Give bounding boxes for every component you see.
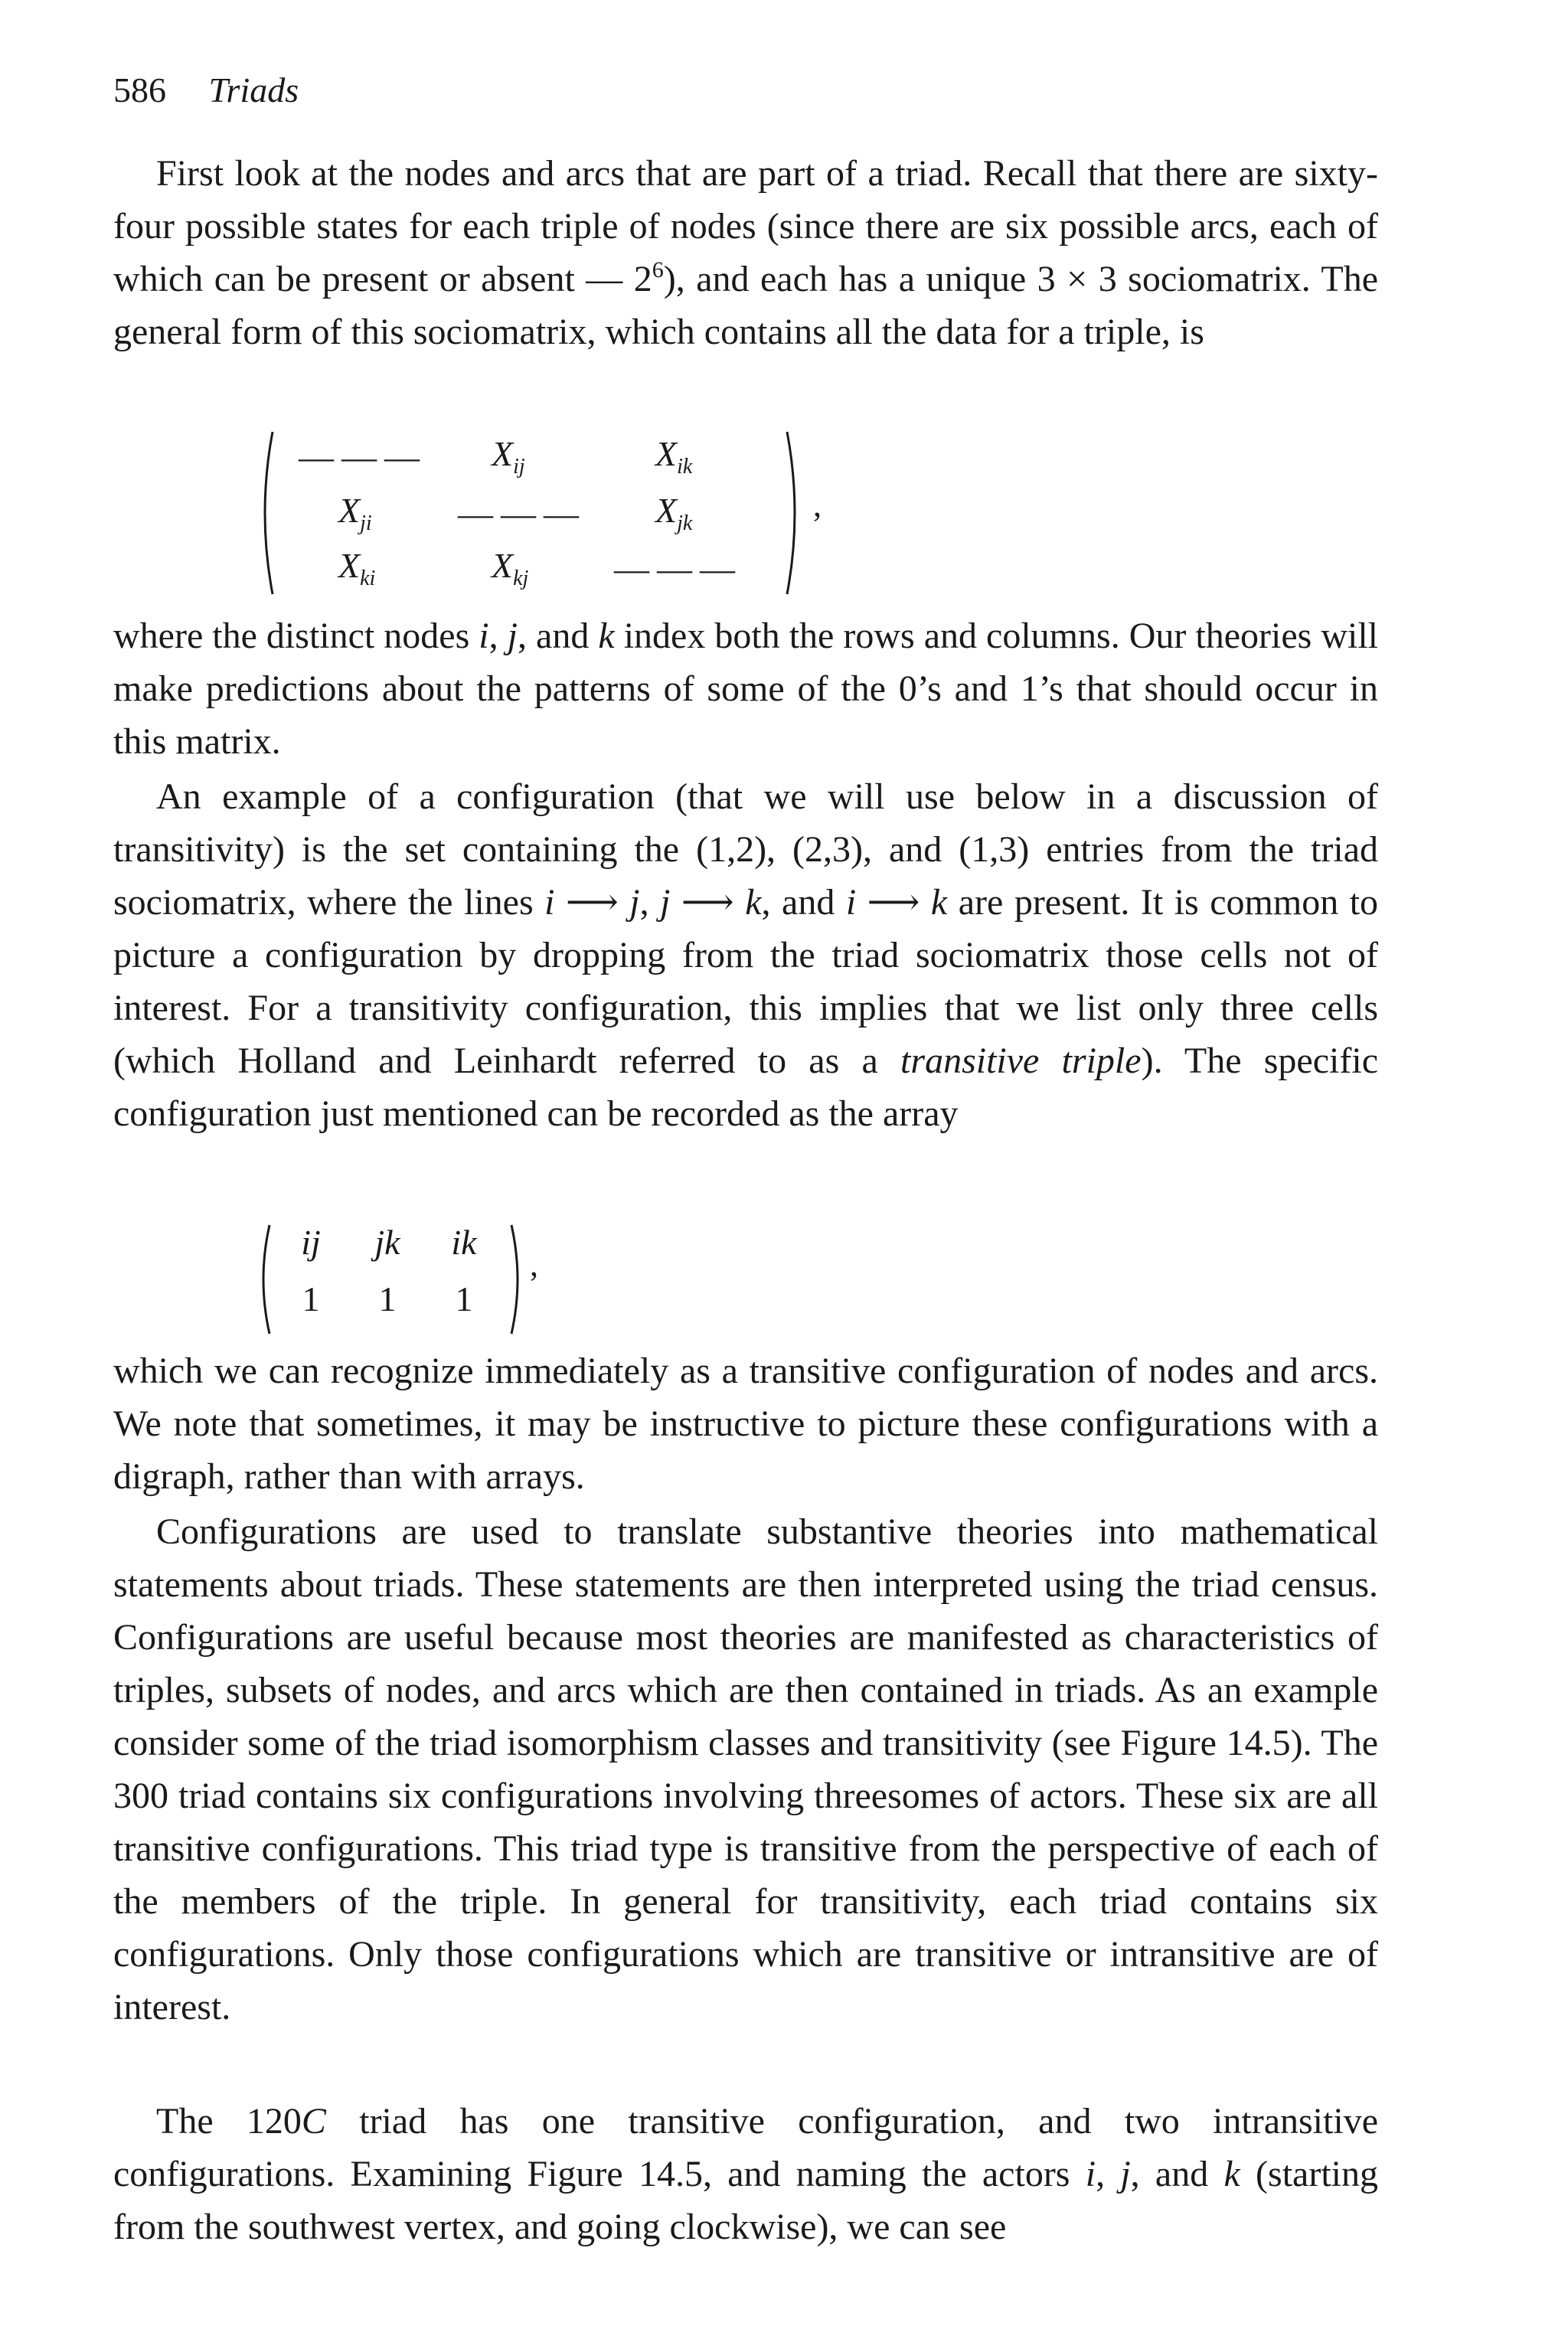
para2-node-j: j — [507, 616, 518, 656]
para1-text-a: First look at the nodes and arcs that are part of a triad. Recall that there are sixty-four possible states for each triple of nodes (since there are six possible arcs, each of which can be present or absent — 2 — [113, 153, 1378, 299]
paragraph-6: The 120C triad has one transitive configuration, and two intransitive configurations. Examining Figure 14.5, and naming the actors i, j, and k (starting from the southwest vertex, and going clockwise), we can see — [113, 2101, 1379, 2247]
matrix-trailing-comma: , — [813, 486, 822, 524]
paragraph-3: An example of a configuration (that we will use below in a discussion of transitivity) is the set containing the (1,2), (2,3), and (1,3) entries from the triad sociomatrix, where the lines i ⟶ j, j ⟶ k, and i ⟶ k are present. It is common to picture a configuration by dropping from the triad sociomatrix those cells not of interest. For a transitivity configuration, this implies that we list only three cells (which Holland and Leinhardt referred to as a transitive triple). The specific configuration just mentioned can be recorded as the array — [113, 776, 1379, 1134]
arc-j-to-k: j ⟶ k — [660, 882, 762, 923]
matrix-cell-1-2: $X_{ij}$ — [492, 434, 525, 479]
matrix-cell-2-1: $X_{ji}$ — [338, 491, 372, 535]
para3-text-b: are present. It is common to picture a configuration by dropping from the triad sociomatrix those cells not of interest. For a transitivity configuration, this implies that we list only three cells (which Holland and Leinhardt referred to as a — [113, 882, 1379, 1081]
array-bottom-3: 1 — [455, 1279, 473, 1318]
matrix-diagonal-2: ——— — [458, 494, 586, 533]
para6-text-b: triad has one transitive configuration, and two intransitive configurations. Examining Figure 14.5, and naming the actors — [113, 2101, 1378, 2194]
para6-text-d: (starting from the southwest vertex, and going clockwise), we can see — [113, 2154, 1379, 2247]
para6-actor-k: k — [1223, 2154, 1240, 2194]
para6-actor-j: j — [1120, 2154, 1131, 2194]
term-transitive-triple: transitive triple — [900, 1041, 1142, 1081]
sociomatrix-display — [254, 429, 836, 597]
running-header — [113, 67, 299, 113]
arc-i-to-k: i ⟶ k — [845, 882, 948, 923]
matrix-diagonal-1: ——— — [299, 437, 427, 476]
para6-text-a: The 120 — [156, 2101, 302, 2142]
running-title: Triads — [208, 70, 299, 109]
para2-node-i: i — [479, 616, 489, 656]
page-number: 586 — [113, 70, 166, 109]
array-trailing-comma: , — [530, 1246, 538, 1283]
array-top-1: ij — [301, 1223, 321, 1262]
array-bottom-2: 1 — [378, 1279, 397, 1318]
array-bottom-1: 1 — [302, 1279, 320, 1318]
array-top-3: ik — [451, 1223, 477, 1262]
matrix-cell-3-2: $X_{kj}$ — [492, 546, 529, 590]
matrix-diagonal-3: ——— — [614, 549, 743, 588]
matrix-cell-2-3: $X_{jk}$ — [655, 491, 693, 535]
para2-text-a: where the distinct nodes — [113, 616, 479, 656]
paragraph-2: where the distinct nodes i, j, and k index both the rows and columns. Our theories will make predictions about the patterns of some of the 0’s and 1’s that should occur in this matrix. — [113, 616, 1379, 762]
para2-node-k: k — [598, 616, 615, 656]
para6-actor-i: i — [1085, 2154, 1096, 2194]
para3-text-c: ). The specific configuration just mentioned can be recorded as the array — [113, 1041, 1379, 1134]
matrix-cell-3-1: $X_{ki}$ — [338, 546, 376, 590]
arc-i-to-j: i ⟶ j — [544, 882, 640, 923]
para3-text-a: An example of a configuration (that we will use below in a discussion of transitivity) is the set containing the (1,2), (2,3), and (1,3) entries from the triad sociomatrix, where the lines — [113, 776, 1378, 923]
paragraph-5: Configurations are used to translate substantive theories into mathematical statements about triads. These statements are then interpreted using the triad census. Configurations are useful because most theories are manifested as characteristics of triples, subsets of nodes, and arcs which are then contained in triads. As an example consider some of the triad isomorphism classes and transitivity (see Figure 14.5). The 300 triad contains six configurations involving threesomes of actors. These six are all transitive configurations. This triad type is transitive from the perspective of each of the members of the triple. In general for transitivity, each triad contains six configurations. Only those configurations which are transitive or intransitive are of interest. — [113, 1511, 1378, 2027]
para2-text-b: index both the rows and columns. Our theories will make predictions about the patterns of some of the 0’s and 1’s that should occur in this matrix. — [113, 616, 1379, 762]
paragraph-1 — [113, 147, 1378, 358]
triad-code-c: C — [301, 2101, 326, 2142]
paragraph-4: which we can recognize immediately as a transitive configuration of nodes and arcs. We note that sometimes, it may be instructive to picture these configurations with a digraph, rather than with arrays. — [113, 1351, 1378, 1497]
para1-text-b: ), and each has a unique 3 × 3 sociomatrix. The general form of this sociomatrix, which contains all the data for a triple, is — [113, 259, 1379, 352]
matrix-cell-1-3: $X_{ik}$ — [655, 434, 693, 479]
configuration-array — [254, 1222, 591, 1337]
array-top-2: jk — [374, 1223, 400, 1262]
para1-exponent: 6 — [652, 257, 664, 283]
